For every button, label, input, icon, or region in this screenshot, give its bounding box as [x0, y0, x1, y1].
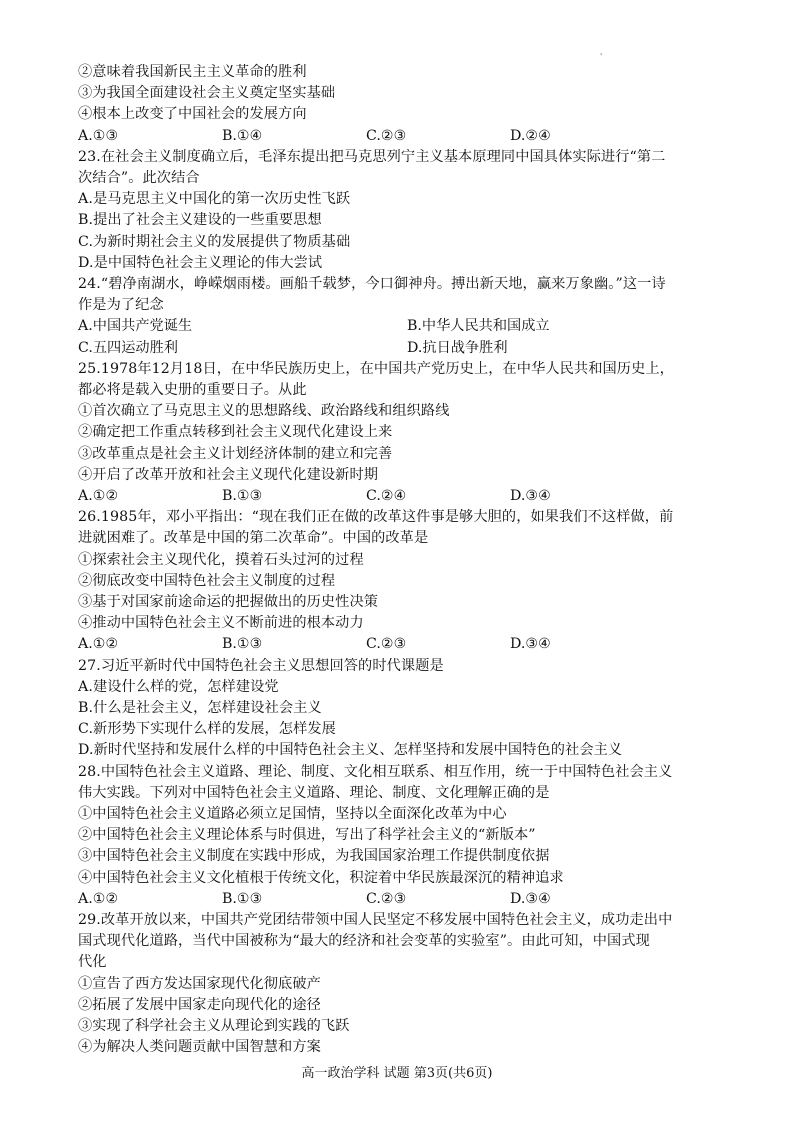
question-stem-continued: 都必将是载入史册的重要日子。从此 — [78, 382, 307, 398]
choice-line: ③基于对国家前途命运的把握做出的历史性决策 — [78, 594, 379, 610]
question-stem: 29.改革开放以来，中国共产党团结带领中国人民坚定不移发展中国特色社会主义，成功走出中 — [78, 912, 673, 928]
choice-line: C.为新时期社会主义的发展提供了物质基础 — [78, 234, 351, 250]
question-stem: 26.1985年，邓小平指出：“现在我们正在做的改革这件事是够大胆的，如果我们不这样做，前 — [78, 509, 674, 525]
choice-line: B.提出了社会主义建设的一些重要思想 — [78, 212, 322, 228]
choice-line: ①探索社会主义现代化，摸着石头过河的过程 — [78, 552, 364, 568]
answer-option: A.①② — [78, 636, 119, 652]
question-stem: 25.1978年12月18日，在中华民族历史上，在中国共产党历史上，在中华人民共和国历史上， — [78, 361, 674, 377]
option-row — [0, 486, 794, 506]
question-stem-continued: 次结合”。此次结合 — [78, 170, 200, 186]
answer-option: A.①② — [78, 488, 119, 504]
answer-option: D.抗日战争胜利 — [407, 340, 508, 356]
choice-line: B.什么是社会主义，怎样建设社会主义 — [78, 700, 322, 716]
answer-option: D.②④ — [510, 128, 551, 144]
choice-line: ①中国特色社会主义道路必须立足国情，坚持以全面深化改革为中心 — [78, 806, 507, 822]
question-stem: 24.“碧净南湖水，峥嵘烟雨楼。画船千载梦，今口御神舟。搏出新天地，赢来万象幽。”这一诗 — [78, 276, 666, 292]
choice-line: D.是中国特色社会主义理论的伟大尝试 — [78, 255, 323, 271]
question-stem-continued: 伟大实践。下列对中国特色社会主义道路、理论、制度、文化理解正确的是 — [78, 785, 550, 801]
choice-line: ①宣告了西方发达国家现代化彻底破产 — [78, 976, 321, 992]
top-mark: ' — [600, 52, 603, 61]
answer-option: C.②④ — [366, 488, 407, 504]
choice-line: ④推动中国特色社会主义不断前进的根本动力 — [78, 615, 364, 631]
choice-line: ④根本上改变了中国社会的发展方向 — [78, 106, 307, 122]
question-stem-continued: 进就困难了。改革是中国的第二次革命”。中国的改革是 — [78, 530, 429, 546]
option-row — [0, 889, 794, 909]
answer-option: B.中华人民共和国成立 — [407, 318, 550, 334]
answer-option: D.③④ — [510, 488, 551, 504]
question-stem: 23.在社会主义制度确立后，毛泽东提出把马克思列宁主义基本原理同中国具体实际进行“第二 — [78, 149, 666, 165]
answer-option: C.五四运动胜利 — [78, 340, 178, 356]
choice-line: ②拓展了发展中国家走向现代化的途径 — [78, 997, 321, 1013]
answer-option: B.①③ — [222, 488, 263, 504]
question-stem-continued: 国式现代化道路，当代中国被称为“最大的经济和社会变革的实验室”。由此可知，中国式现 — [78, 933, 650, 949]
answer-option: B.①③ — [222, 636, 263, 652]
answer-option: B.①④ — [222, 128, 263, 144]
answer-option: B.①③ — [222, 891, 263, 907]
answer-option: D.③④ — [510, 636, 551, 652]
question-stem-continued: 代化 — [78, 954, 107, 970]
answer-option: C.②③ — [366, 891, 407, 907]
choice-line: ④中国特色社会主义文化植根于传统文化，积淀着中华民族最深沉的精神追求 — [78, 870, 564, 886]
answer-option: A.①③ — [78, 128, 119, 144]
answer-option: C.②③ — [366, 636, 407, 652]
choice-line: C.新形势下实现什么样的发展，怎样发展 — [78, 721, 336, 737]
question-stem: 27.习近平新时代中国特色社会主义思想回答的时代课题是 — [78, 658, 444, 674]
option-row — [0, 338, 794, 358]
choice-line: ①首次确立了马克思主义的思想路线、政治路线和组织路线 — [78, 403, 450, 419]
choice-line: A.是马克思主义中国化的第一次历史性飞跃 — [78, 191, 351, 207]
choice-line: ②意味着我国新民主主义革命的胜利 — [78, 64, 307, 80]
option-row — [0, 126, 794, 146]
choice-line: ④为解决人类问题贡献中国智慧和方案 — [78, 1039, 321, 1055]
choice-line: ②确定把工作重点转移到社会主义现代化建设上来 — [78, 424, 393, 440]
choice-line: ③中国特色社会主义制度在实践中形成，为我国国家治理工作提供制度依据 — [78, 848, 550, 864]
choice-line: ②彻底改变中国特色社会主义制度的过程 — [78, 573, 336, 589]
choice-line: D.新时代坚持和发展什么样的中国特色社会主义、怎样坚持和发展中国特色的社会主义 — [78, 742, 623, 758]
choice-line: A.建设什么样的党，怎样建设党 — [78, 679, 279, 695]
choice-line: ②中国特色社会主义理论体系与时俱进，写出了科学社会主义的“新版本” — [78, 827, 536, 843]
option-row — [0, 634, 794, 654]
answer-option: D.③④ — [510, 891, 551, 907]
question-stem: 28.中国特色社会主义道路、理论、制度、文化相互联系、相互作用，统一于中国特色社会主义 — [78, 764, 673, 780]
choice-line: ④开启了改革开放和社会主义现代化建设新时期 — [78, 467, 379, 483]
answer-option: C.②③ — [366, 128, 407, 144]
page-footer: 高一政治学科 试题 第3页(共6页) — [301, 1066, 493, 1081]
answer-option: A.①② — [78, 891, 119, 907]
option-row — [0, 316, 794, 336]
choice-line: ③实现了科学社会主义从理论到实践的飞跃 — [78, 1018, 350, 1034]
question-stem-continued: 作是为了纪念 — [78, 297, 164, 313]
choice-line: ③改革重点是社会主义计划经济体制的建立和完善 — [78, 446, 393, 462]
answer-option: A.中国共产党诞生 — [78, 318, 193, 334]
choice-line: ③为我国全面建设社会主义奠定坚实基础 — [78, 85, 336, 101]
